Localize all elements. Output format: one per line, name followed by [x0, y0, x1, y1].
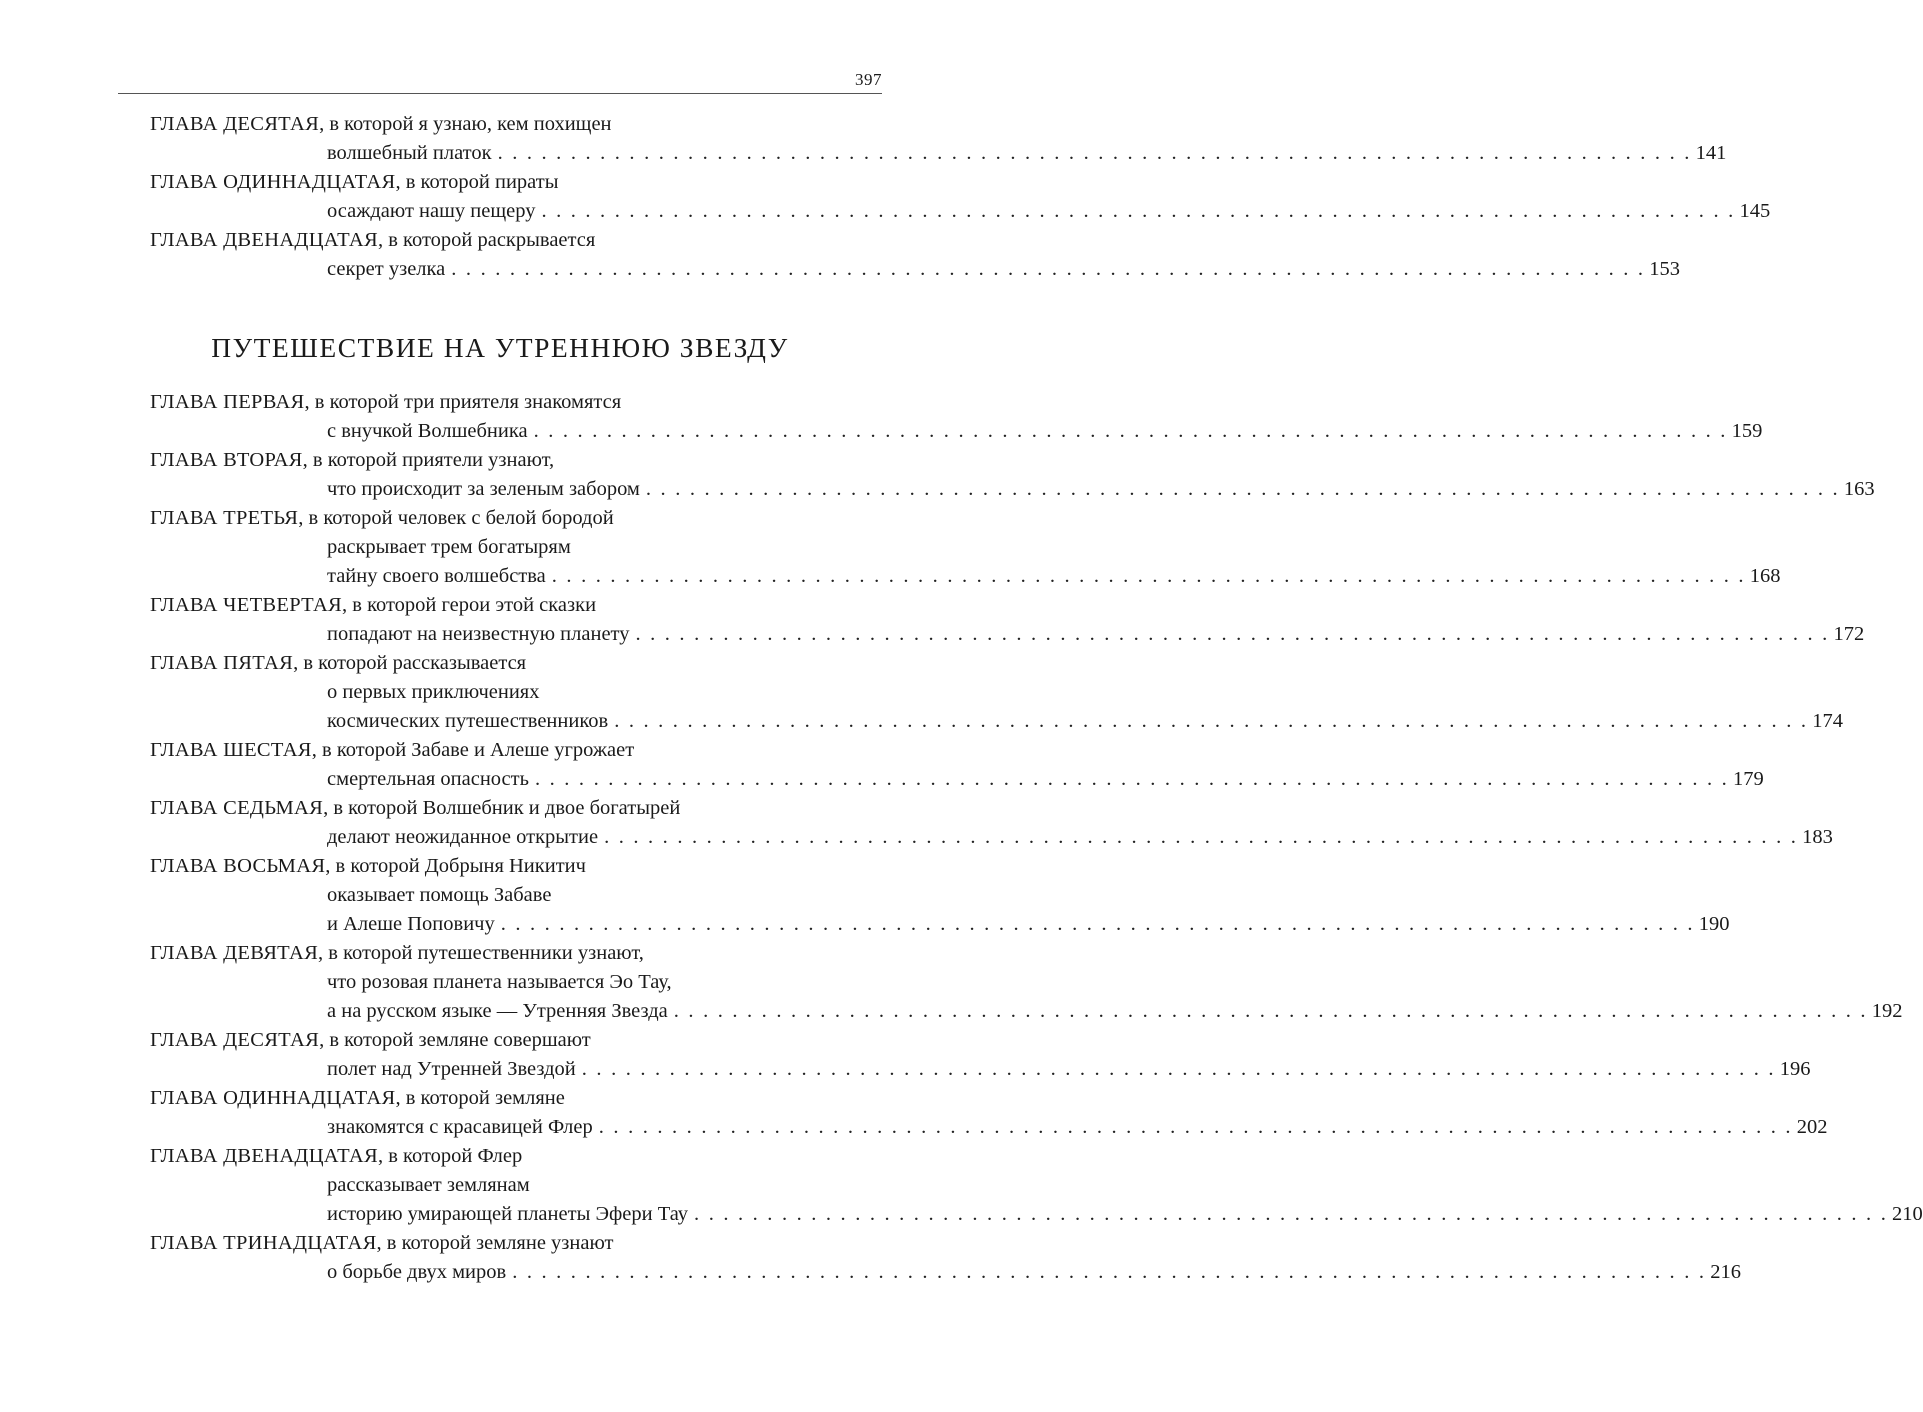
dot-leader: . . . . . . . . . . . . . . . . . . . . . . . . . . . . . . . . . . . . . . . . . . . . . . . . . . . . . . . . . . . . . . . . . . . . . . . . . . . . . . . . . .: [645, 478, 1840, 500]
toc-text: [150, 594, 596, 616]
toc-line: [150, 226, 826, 255]
toc-part-1: [150, 110, 1771, 284]
chapter-label: ГЛАВА ОДИННАДЦАТАЯ: [150, 171, 396, 193]
toc-text-segment: смертельная опасность: [327, 768, 529, 790]
toc-line: [150, 881, 826, 910]
toc-text: [327, 707, 608, 736]
toc-text: [327, 562, 546, 591]
dot-leader: . . . . . . . . . . . . . . . . . . . . . . . . . . . . . . . . . . . . . . . . . . . . . . . . . . . . . . . . . . . . . . . . . . . . . . . . . . . . . . . . . .: [534, 768, 1729, 790]
page-ref: 153: [1649, 258, 1680, 280]
toc-text-segment: тайну своего волшебства: [327, 565, 546, 587]
chapter-label: ГЛАВА ДВЕНАДЦАТАЯ: [150, 1145, 378, 1167]
toc-text: [327, 823, 598, 852]
toc-entry[interactable]: [150, 110, 1727, 168]
toc-text: [150, 507, 614, 529]
toc-text: [150, 1145, 522, 1167]
toc-text-segment: , в которой три приятеля знакомятся: [304, 391, 622, 413]
toc-entry[interactable]: [150, 388, 1763, 446]
page-ref: 145: [1739, 200, 1771, 222]
toc-text-segment: секрет узелка: [327, 258, 446, 280]
dot-leader: . . . . . . . . . . . . . . . . . . . . . . . . . . . . . . . . . . . . . . . . . . . . . . . . . . . . . . . . . . . . . . . . . . . . . . . . . . . . . . . . . .: [497, 142, 1692, 164]
toc-text-segment: , в которой герои этой сказки: [342, 594, 597, 616]
toc-line: [150, 562, 1781, 591]
toc-line: [150, 1142, 826, 1171]
dot-leader: . . . . . . . . . . . . . . . . . . . . . . . . . . . . . . . . . . . . . . . . . . . . . . . . . . . . . . . . . . . . . . . . . . . . . . . . . . . . . . . . . .: [604, 826, 1799, 848]
toc-entry[interactable]: [150, 168, 1771, 226]
toc-text-segment: , в которой путешественники узнают,: [318, 942, 644, 964]
toc-line: [150, 823, 1833, 852]
toc-text: [327, 475, 640, 504]
chapter-label: ГЛАВА ВОСЬМАЯ: [150, 855, 326, 877]
toc-text: [327, 1200, 688, 1229]
page-ref: 190: [1698, 913, 1730, 935]
toc-text: [150, 1087, 565, 1109]
page-ref: 159: [1731, 420, 1763, 442]
toc-text: [327, 910, 495, 939]
toc-line: [150, 736, 826, 765]
toc-line: [150, 939, 826, 968]
chapter-label: ГЛАВА ЧЕТВЕРТАЯ: [150, 594, 343, 616]
toc-entry[interactable]: [150, 649, 1843, 736]
toc-line: [150, 678, 826, 707]
toc-line: [150, 1084, 826, 1113]
toc-text: [150, 171, 558, 193]
page-number: 397: [855, 70, 882, 89]
toc-line: [150, 533, 826, 562]
toc-text: [327, 884, 551, 906]
toc-text-segment: о борьбе двух миров: [327, 1261, 507, 1283]
chapter-label: ГЛАВА СЕДЬМАЯ: [150, 797, 324, 819]
toc-text-segment: полет над Утренней Звездой: [327, 1058, 576, 1080]
toc-entry[interactable]: [150, 591, 1865, 649]
toc-line: [150, 1258, 1741, 1287]
page-ref: 163: [1843, 478, 1875, 500]
toc-text: [327, 139, 492, 168]
toc-line: [150, 1026, 826, 1055]
chapter-label: ГЛАВА ДЕВЯТАЯ: [150, 942, 319, 964]
toc-entry[interactable]: [150, 939, 1903, 1026]
toc-entry[interactable]: [150, 794, 1833, 852]
toc-text: [150, 942, 644, 964]
toc-text: [327, 1113, 593, 1142]
toc-text-segment: и Алеше Поповичу: [327, 913, 495, 935]
toc-text: [327, 997, 668, 1026]
toc-line: [150, 1055, 1811, 1084]
page-ref: 172: [1833, 623, 1865, 645]
toc-line: [150, 794, 826, 823]
toc-line: [150, 765, 1764, 794]
toc-line: [150, 504, 826, 533]
page-ref: 168: [1749, 565, 1781, 587]
header-rule: [118, 93, 882, 94]
toc-text: [150, 739, 634, 761]
toc-text-segment: попадают на неизвестную планету: [327, 623, 630, 645]
dot-leader: . . . . . . . . . . . . . . . . . . . . . . . . . . . . . . . . . . . . . . . . . . . . . . . . . . . . . . . . . . . . . . . . . . . . . . . . . . . . . . . . . .: [500, 913, 1695, 935]
toc-line: [150, 417, 1763, 446]
page-ref: 216: [1710, 1261, 1741, 1283]
toc-text-segment: , в которой земляне: [395, 1087, 565, 1109]
toc-text: [327, 1174, 530, 1196]
toc-line: [150, 649, 826, 678]
dot-leader: . . . . . . . . . . . . . . . . . . . . . . . . . . . . . . . . . . . . . . . . . . . . . . . . . . . . . . . . . . . . . . . . . . . . . . . . . . . . . . . . . .: [451, 258, 1646, 280]
toc-line: [150, 168, 826, 197]
dot-leader: . . . . . . . . . . . . . . . . . . . . . . . . . . . . . . . . . . . . . . . . . . . . . . . . . . . . . . . . . . . . . . . . . . . . . . . . . . . . . . . . . .: [551, 565, 1746, 587]
toc-entry[interactable]: [150, 1229, 1741, 1287]
toc-text: [150, 391, 621, 413]
chapter-label: ГЛАВА ПЕРВАЯ: [150, 391, 305, 413]
toc-line: [150, 255, 1680, 284]
toc-text: [150, 449, 554, 471]
toc-text: [150, 229, 595, 251]
toc-line: [150, 1229, 826, 1258]
dot-leader: . . . . . . . . . . . . . . . . . . . . . . . . . . . . . . . . . . . . . . . . . . . . . . . . . . . . . . . . . . . . . . . . . . . . . . . . . . . . . . . . . .: [512, 1261, 1707, 1283]
toc-line: [150, 475, 1875, 504]
toc-text: [327, 1055, 576, 1084]
toc-entry[interactable]: [150, 1084, 1828, 1142]
section-title: ПУТЕШЕСТВИЕ НА УТРЕННЮЮ ЗВЕЗДУ: [211, 332, 789, 363]
toc-text-segment: историю умирающей планеты Эфери Тау: [327, 1203, 689, 1225]
toc-text: [150, 1232, 613, 1254]
toc-text: [150, 113, 612, 135]
toc-text-segment: оказывает помощь Забаве: [327, 884, 552, 906]
toc-text: [327, 971, 672, 993]
dot-leader: . . . . . . . . . . . . . . . . . . . . . . . . . . . . . . . . . . . . . . . . . . . . . . . . . . . . . . . . . . . . . . . . . . . . . . . . . . . . . . . . . .: [614, 710, 1809, 732]
chapter-label: ГЛАВА ДВЕНАДЦАТАЯ: [150, 229, 378, 251]
chapter-label: ГЛАВА ДЕСЯТАЯ: [150, 113, 320, 135]
toc-line: [150, 1113, 1828, 1142]
toc-line: [150, 446, 826, 475]
toc-text-segment: , в которой земляне совершают: [319, 1029, 591, 1051]
toc-text-segment: , в которой Забаве и Алеше угрожает: [311, 739, 635, 761]
toc-entry[interactable]: [150, 1026, 1811, 1084]
toc-line: [150, 620, 1865, 649]
page-ref: 196: [1779, 1058, 1811, 1080]
toc-text-segment: , в которой приятели узнают,: [302, 449, 555, 471]
toc-entry[interactable]: [150, 504, 1781, 591]
toc-text: [150, 797, 680, 819]
toc-line: [150, 1171, 826, 1200]
toc-text-segment: осаждают нашу пещеру: [327, 200, 536, 222]
toc-text-segment: , в которой Добрыня Никитич: [325, 855, 586, 877]
page-ref: 174: [1812, 710, 1843, 732]
toc-line: [150, 997, 1903, 1026]
dot-leader: . . . . . . . . . . . . . . . . . . . . . . . . . . . . . . . . . . . . . . . . . . . . . . . . . . . . . . . . . . . . . . . . . . . . . . . . . . . . . . . . . .: [581, 1058, 1776, 1080]
toc-line: [150, 591, 826, 620]
toc-text: [327, 1258, 506, 1287]
page-ref: 202: [1796, 1116, 1828, 1138]
page-ref: 179: [1732, 768, 1764, 790]
toc-line: [150, 110, 826, 139]
toc-text-segment: , в которой земляне узнают: [376, 1232, 614, 1254]
toc-line: [150, 139, 1727, 168]
toc-entry[interactable]: [150, 226, 1680, 284]
toc-text-segment: волшебный платок: [327, 142, 492, 164]
toc-entry[interactable]: [150, 446, 1875, 504]
toc-line: [150, 707, 1843, 736]
toc-text-segment: , в которой человек с белой бородой: [298, 507, 614, 529]
toc-text: [327, 620, 629, 649]
toc-text: [327, 765, 529, 794]
toc-text: [150, 652, 526, 674]
dot-leader: . . . . . . . . . . . . . . . . . . . . . . . . . . . . . . . . . . . . . . . . . . . . . . . . . . . . . . . . . . . . . . . . . . . . . . . . . . . . . . . . . .: [694, 1203, 1889, 1225]
toc-text-segment: а на русском языке — Утренняя Звезда: [327, 1000, 668, 1022]
toc-line: [150, 910, 1730, 939]
toc-text-segment: раскрывает трем богатырям: [327, 536, 571, 558]
toc-text-segment: , в которой раскрывается: [378, 229, 596, 251]
toc-text-segment: делают неожиданное открытие: [327, 826, 599, 848]
chapter-label: ГЛАВА ШЕСТАЯ: [150, 739, 312, 761]
chapter-label: ГЛАВА ТРЕТЬЯ: [150, 507, 299, 529]
page-ref: 210: [1892, 1203, 1923, 1225]
toc-line: [150, 1200, 1923, 1229]
toc-text-segment: космических путешественников: [327, 710, 609, 732]
toc-text-segment: что розовая планета называется Эо Тау,: [327, 971, 672, 993]
toc-text-segment: знакомятся с красавицей Флер: [327, 1116, 593, 1138]
toc-text-segment: с внучкой Волшебника: [327, 420, 528, 442]
toc-line: [150, 968, 826, 997]
chapter-label: ГЛАВА ПЯТАЯ: [150, 652, 294, 674]
chapter-label: ГЛАВА ВТОРАЯ: [150, 449, 303, 471]
dot-leader: . . . . . . . . . . . . . . . . . . . . . . . . . . . . . . . . . . . . . . . . . . . . . . . . . . . . . . . . . . . . . . . . . . . . . . . . . . . . . . . . . .: [541, 200, 1736, 222]
toc-entry[interactable]: [150, 736, 1764, 794]
toc-text: [327, 255, 445, 284]
dot-leader: . . . . . . . . . . . . . . . . . . . . . . . . . . . . . . . . . . . . . . . . . . . . . . . . . . . . . . . . . . . . . . . . . . . . . . . . . . . . . . . . . .: [673, 1000, 1868, 1022]
toc-text: [327, 197, 535, 226]
page-ref: 192: [1871, 1000, 1903, 1022]
chapter-label: ГЛАВА ОДИННАДЦАТАЯ: [150, 1087, 396, 1109]
toc-text-segment: рассказывает землянам: [327, 1174, 530, 1196]
chapter-label: ГЛАВА ТРИНАДЦАТАЯ: [150, 1232, 377, 1254]
toc-line: [150, 388, 826, 417]
toc-text-segment: , в которой пираты: [395, 171, 559, 193]
dot-leader: . . . . . . . . . . . . . . . . . . . . . . . . . . . . . . . . . . . . . . . . . . . . . . . . . . . . . . . . . . . . . . . . . . . . . . . . . . . . . . . . . .: [635, 623, 1830, 645]
toc-text-segment: , в которой я узнаю, кем похищен: [319, 113, 612, 135]
toc-text-segment: , в которой Волшебник и двое богатырей: [323, 797, 681, 819]
toc-text-segment: что происходит за зеленым забором: [327, 478, 640, 500]
toc-text-segment: о первых приключениях: [327, 681, 540, 703]
dot-leader: . . . . . . . . . . . . . . . . . . . . . . . . . . . . . . . . . . . . . . . . . . . . . . . . . . . . . . . . . . . . . . . . . . . . . . . . . . . . . . . . . .: [533, 420, 1728, 442]
toc-text-segment: , в которой рассказывается: [293, 652, 527, 674]
page-ref: 183: [1802, 826, 1833, 848]
toc-text: [150, 1029, 591, 1051]
toc-entry[interactable]: [150, 1142, 1923, 1229]
toc-text: [327, 681, 539, 703]
toc-text: [327, 417, 528, 446]
toc-line: [150, 197, 1771, 226]
toc-text: [327, 536, 571, 558]
toc-text-segment: , в которой Флер: [378, 1145, 523, 1167]
chapter-label: ГЛАВА ДЕСЯТАЯ: [150, 1029, 320, 1051]
dot-leader: . . . . . . . . . . . . . . . . . . . . . . . . . . . . . . . . . . . . . . . . . . . . . . . . . . . . . . . . . . . . . . . . . . . . . . . . . . . . . . . . . .: [598, 1116, 1793, 1138]
toc-entry[interactable]: [150, 852, 1730, 939]
page-ref: 141: [1695, 142, 1727, 164]
toc-line: [150, 852, 826, 881]
toc-part-2: [150, 388, 1923, 1287]
toc-text: [150, 855, 586, 877]
